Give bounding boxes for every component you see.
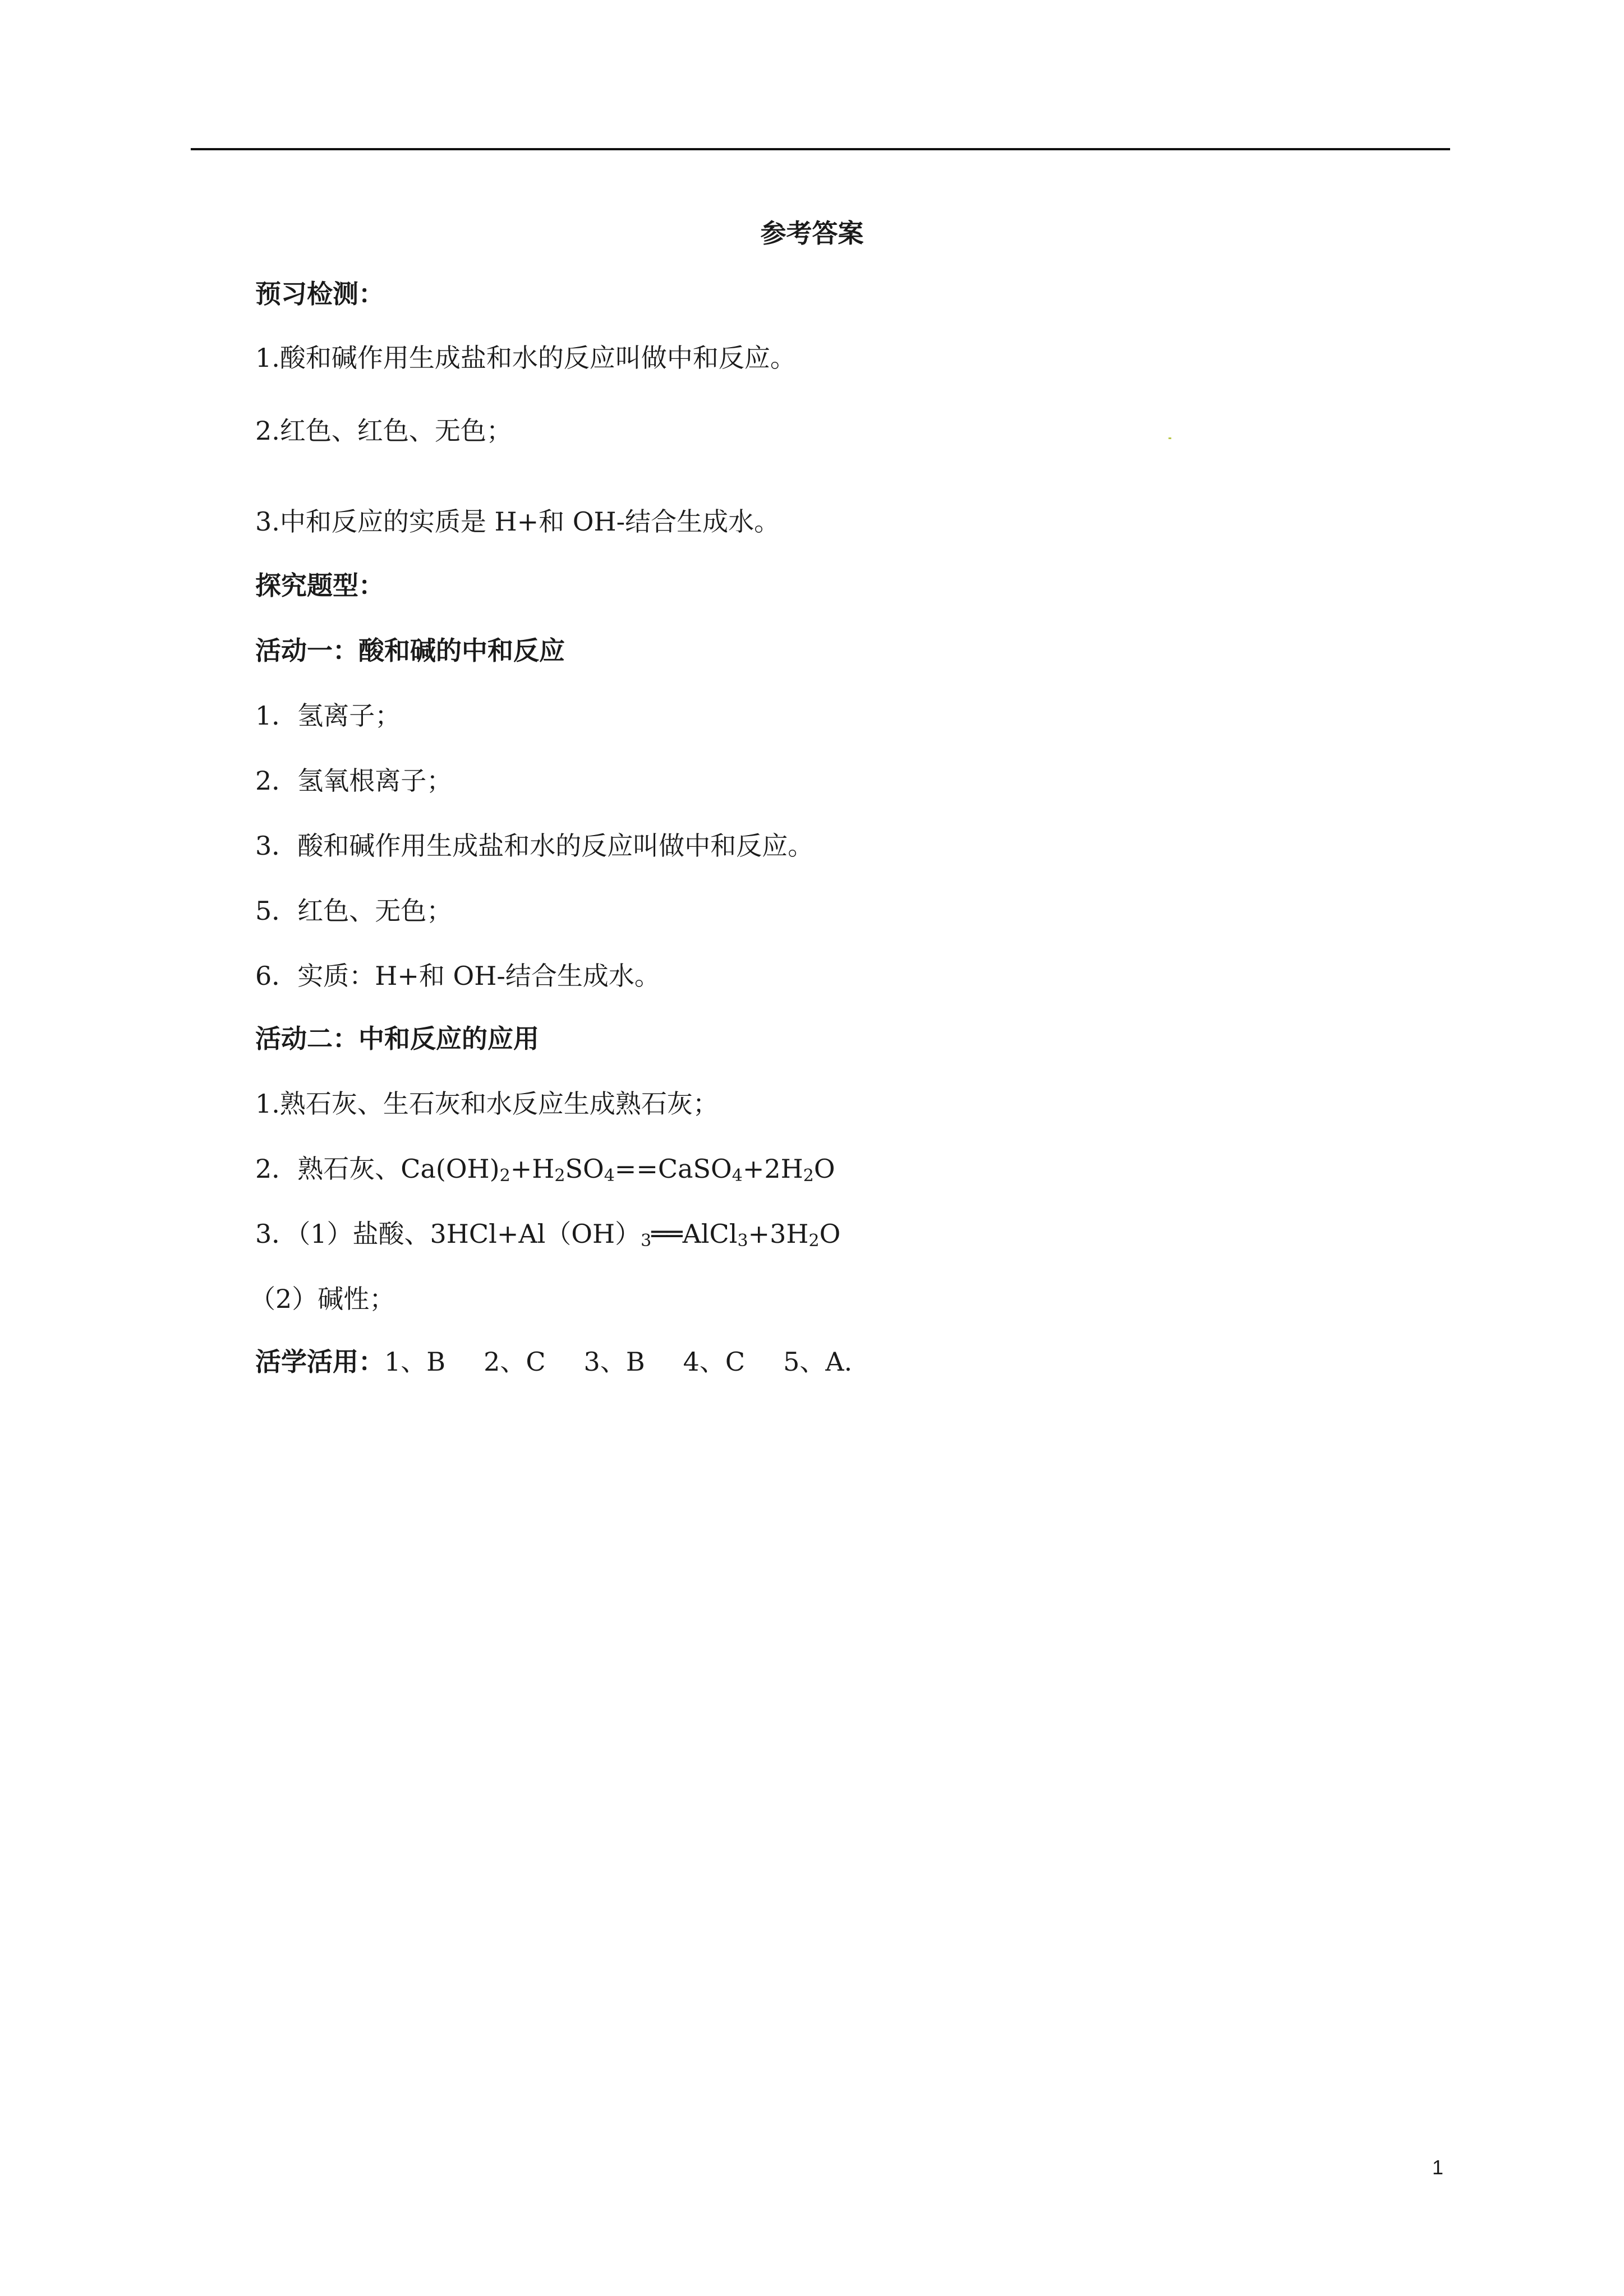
activity1-item-3: 3．酸和碱作用生成盐和水的反应叫做中和反应。 — [255, 831, 814, 861]
preview-item-3: 3.中和反应的实质是 H+和 OH-结合生成水。 — [255, 506, 780, 537]
page-title: 参考答案 — [760, 218, 864, 248]
activity1-item-1: 1．氢离子； — [255, 700, 401, 731]
preview-item-1: 1.酸和碱作用生成盐和水的反应叫做中和反应。 — [255, 343, 796, 373]
explore-heading: 探究题型： — [255, 570, 384, 601]
preview-item-2: 2.红色、红色、无色； — [255, 416, 512, 446]
activity2-item-1: 1.熟石灰、生石灰和水反应生成熟石灰； — [255, 1089, 719, 1119]
activity1-item-5: 5．红色、无色； — [255, 896, 453, 926]
practice-answer-1: 1、B — [384, 1347, 446, 1377]
practice-answer-4: 4、C — [683, 1347, 746, 1377]
activity1-heading: 活动一：酸和碱的中和反应 — [255, 635, 565, 666]
header-rule — [191, 148, 1450, 150]
activity2-item-2: 2．熟石灰、$Ca(OH)_2+H_2SO_4==CaSO_4+2H_2O$ — [255, 1154, 835, 1186]
preview-heading: 预习检测： — [255, 279, 384, 309]
activity2-item-3: 3．（1）盐酸、$3HCl+Al(OH)_3══AlCl_3+3H_2O$ — [255, 1219, 841, 1251]
stray-mark — [1168, 437, 1171, 439]
activity1-item-6: 6．实质：H+和 OH-结合生成水。 — [255, 961, 660, 991]
activity2-item-4: （2）碱性； — [250, 1284, 395, 1314]
practice-line — [255, 1345, 852, 1378]
practice-heading: 活学活用： — [255, 1347, 384, 1377]
page-number: 1 — [1432, 2156, 1443, 2179]
practice-answer-3: 3、B — [583, 1347, 645, 1377]
practice-answer-2: 2、C — [484, 1347, 546, 1377]
activity2-heading: 活动二：中和反应的应用 — [255, 1023, 539, 1054]
activity1-item-2: 2．氢氧根离子； — [255, 766, 453, 796]
practice-answer-5: 5、A. — [783, 1347, 853, 1377]
